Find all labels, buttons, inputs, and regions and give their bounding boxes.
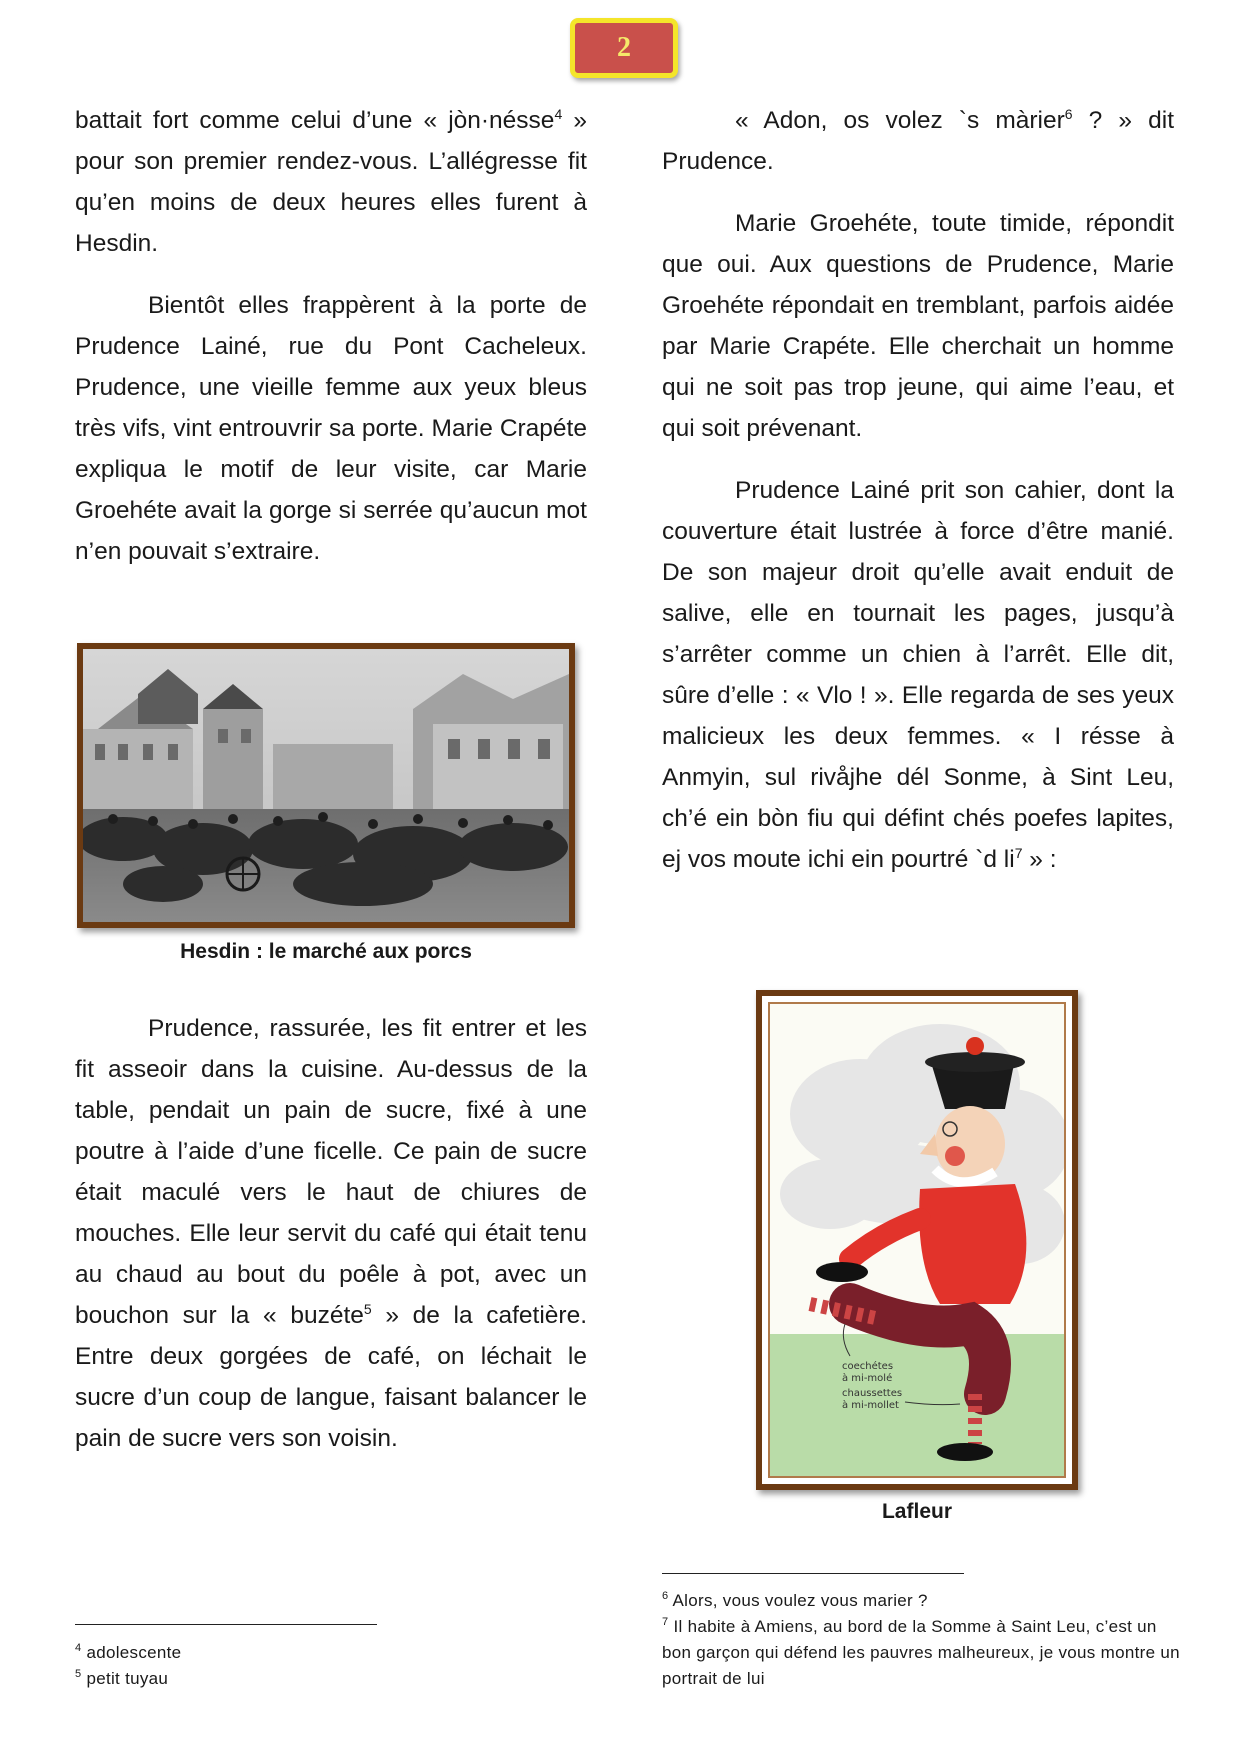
paragraph: « Adon, os volez `s màrier$^6$ ? » dit Prudence. xyxy=(662,106,1174,175)
paragraph: battait fort comme celui d’une « jòn·nésse$^4$ » pour son premier rendez-vous. L’allégresse fit qu’en moins de deux heures elles furent à Hesdin. xyxy=(75,106,587,257)
footnotes-left xyxy=(75,1640,595,1692)
left-column-top xyxy=(75,100,587,593)
footnote-7: $^7$ Il habite à Amiens, au bord de la Somme à Saint Leu, c’est un bon garçon qui défend les pauvres malheureux, je vous montre un portrait de lui xyxy=(662,1616,1180,1688)
footnotes-right xyxy=(662,1588,1182,1692)
market-photo-image xyxy=(83,649,569,922)
footnote-separator xyxy=(662,1573,964,1574)
paragraph: Prudence, rassurée, les fit entrer et les fit asseoir dans la cuisine. Au-dessus de la table, pendait un pain de sucre, fixé à une poutre à l’aide d’une ficelle. Ce pain de sucre était maculé vers le haut de chiures de mouches. Elle leur servit du café qui était tenu au chaud au bout du poêle à pot, avec un bouchon sur la « buzéte$^5$ » de la cafetière. Entre deux gorgées de café, on léchait le sucre d’un coup de langue, faisant balancer le pain de sucre vers son voisin. xyxy=(75,1015,587,1452)
footnote-ref-5[interactable]: 5 xyxy=(363,1301,372,1317)
paragraph: Marie Groehéte, toute timide, répondit que oui. Aux questions de Prudence, Marie Groehéte répondait en tremblant, parfois aidée par Marie Crapéte. Elle cherchait un homme qui ne soit pas trop jeune, qui aime l’eau, et qui soit prévenant. xyxy=(662,210,1174,442)
annotation-text: chaussettes xyxy=(842,1388,903,1399)
footnote-4: $^4$ adolescente xyxy=(75,1642,182,1662)
annotation-text: à mi-mollet xyxy=(842,1400,899,1411)
page-number-badge xyxy=(570,18,678,78)
paragraph: Bientôt elles frappèrent à la porte de Prudence Lainé, rue du Pont Cacheleux. Prudence, une vieille femme aux yeux bleus très vifs, vint entrouvrir sa porte. Marie Crapéte expliqua le motif de leur visite, car Marie Groehéte avait la gorge si serrée qu’aucun mot n’en pouvait s’extraire. xyxy=(75,292,587,565)
page-number: 2 xyxy=(617,32,631,63)
footnote-6: $^6$ Alors, vous voulez vous marier ? xyxy=(662,1590,928,1610)
footnote-ref-6[interactable]: 6 xyxy=(1064,106,1073,122)
annotation-text: à mi-molé xyxy=(842,1373,893,1384)
drawing-caption: Lafleur xyxy=(881,1500,952,1523)
left-column-bottom xyxy=(75,1008,587,1480)
paragraph: Prudence Lainé prit son cahier, dont la couverture était lustrée à force d’être manié. De son majeur droit qu’elle avait enduit de salive, elle en tournait les pages, jusqu’à s’arrêter comme un chien à l’arrêt. Elle dit, sûre d’elle : « Vlo ! ». Elle regarda de ses yeux malicieux les deux femmes. « I résse à Anmyin, sul rivåjhe dél Sonme, à Sint Leu, ch’é ein bòn fiu qui défint chés poefes lapites, ej vos moute ichi ein pourtré `d $li^7$ » : xyxy=(662,477,1174,873)
annotation-text: coechétes xyxy=(842,1361,894,1372)
lafleur-drawing-image xyxy=(770,1004,1064,1476)
footnote-separator xyxy=(75,1624,377,1625)
drawing-lafleur xyxy=(756,990,1078,1490)
footnote-5: $^5$ petit tuyau xyxy=(75,1668,169,1688)
footnote-ref-4[interactable]: 4 xyxy=(554,106,563,122)
right-column xyxy=(662,100,1174,901)
photo-hesdin-market xyxy=(77,643,575,928)
photo-caption: Hesdin : le marché aux porcs xyxy=(180,940,472,963)
footnote-ref-7[interactable]: 7 xyxy=(1014,845,1023,861)
